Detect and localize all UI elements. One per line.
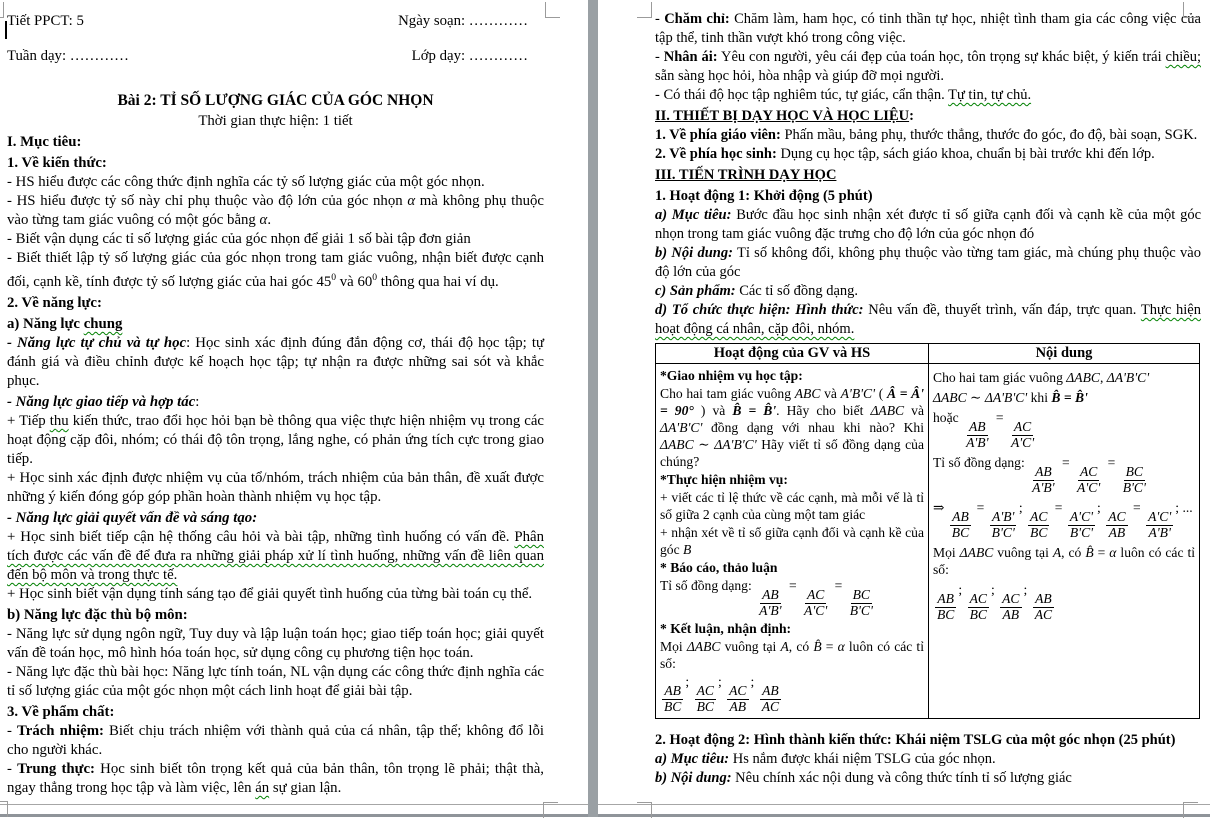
text-run: ΔABC <box>959 544 994 560</box>
margin-mark <box>0 801 8 817</box>
paragraph <box>933 409 1195 451</box>
text-run: - Năng lực sử dụng ngôn ngữ, Tuy duy và lập luận toán học; giao tiếp toán học; giải quyết vấn đề toán học, mô hình hóa toán học, sử dụng công cụ phương tiện học toán. <box>7 625 544 661</box>
paragraph <box>7 722 544 760</box>
text-run: = <box>831 578 846 593</box>
paragraph <box>660 673 924 715</box>
text-run: II. THIẾT BỊ DẠY HỌC VÀ HỌC LIỆU <box>655 108 910 124</box>
text-run: * Kết luận, nhận định: <box>660 620 792 636</box>
lesson-duration: Thời gian thực hiện: 1 tiết <box>198 113 353 129</box>
text-run: A <box>780 638 789 654</box>
text-run: b) Nội dung: <box>655 769 732 786</box>
paragraph <box>655 86 1201 105</box>
text-run: 2. Về năng lực: <box>7 294 102 311</box>
paragraph <box>655 750 1201 769</box>
text-run: ; <box>958 581 966 597</box>
text-run: ) và <box>693 403 733 418</box>
text-run: ; <box>1018 499 1027 515</box>
text-run: - Năng lực tự chủ và tự học <box>7 334 187 351</box>
text-run: 0 <box>331 272 337 283</box>
text-run: + Học sinh biết vận dụng tính sáng tạo để giải quyết tình huống của từng bài toán cụ thể. <box>7 585 533 602</box>
text-run: án <box>255 779 270 796</box>
text-run: chiều; <box>1165 49 1201 65</box>
fraction: $\frac{AC}{A'C'}$ <box>804 587 828 618</box>
text-run: Trung thực: <box>17 760 95 777</box>
paragraph <box>7 334 544 391</box>
fraction: $\frac{AC}{AB}$ <box>1002 590 1020 622</box>
text-run: và <box>904 403 924 418</box>
fraction: $\frac{AC}{BC}$ <box>969 590 987 622</box>
text-run: d) Tổ chức thực hiện: Hình thức: <box>655 302 864 318</box>
text-run: - Biết vận dụng các tỉ số lượng giác của góc nhọn để giải 1 số bài tập đơn giản <box>7 231 471 247</box>
text-run: + nhận xét về tỉ số giữa cạnh đối và cạnh kề của góc <box>660 525 924 557</box>
text-run: a) Mục tiêu: <box>655 750 730 767</box>
fraction: $\frac{A'B'}{B'C'}$ <box>991 508 1015 540</box>
page2-content <box>655 10 1201 788</box>
table-body-row <box>656 364 1200 719</box>
text-run: I. Mục tiêu: <box>7 134 82 150</box>
text-run: , có <box>788 638 814 654</box>
text-run: B̂ = B̂' <box>1051 390 1088 405</box>
text-run: = <box>1093 544 1110 560</box>
text-run: . Hãy cho biết <box>776 403 871 418</box>
paragraph <box>660 620 924 637</box>
cell-gv-hs-content <box>660 367 924 715</box>
text-run: . <box>267 212 272 228</box>
paragraph <box>7 173 544 192</box>
text-run: ABC <box>794 386 821 401</box>
text-run: 2. Về phía học sinh: <box>655 146 777 162</box>
fraction: $\frac{AC}{BC}$ <box>696 682 714 714</box>
text-run: khi <box>1027 390 1052 405</box>
text-run: hoặc <box>933 410 963 425</box>
text-run: Hs nắm được khái niệm TSLG của góc nhọn. <box>729 750 996 767</box>
heading-paragraph <box>7 315 544 334</box>
text-run: Cho hai tam giác vuông <box>933 370 1067 385</box>
text-run: a) Mục tiêu: <box>655 207 732 223</box>
lesson-activity-table <box>655 343 1200 719</box>
fraction: $\frac{BC}{B'C'}$ <box>849 587 873 618</box>
text-run: và 60 <box>336 273 373 290</box>
fraction: $\frac{AB}{A'B'}$ <box>1032 463 1055 495</box>
paragraph <box>933 389 1195 406</box>
text-run: b) Nội dung: <box>655 245 733 261</box>
text-run: chung <box>83 315 123 332</box>
text-run: Phân tích được các vấn đề để đưa ra những giải pháp xử lí tình huống, những vấn đề liên quan đến bộ môn và trong thực tế. <box>7 528 544 583</box>
page2-body-bottom <box>655 731 1201 788</box>
text-run: - Năng lực giải quyết vấn đề và sáng tạo: <box>7 509 258 526</box>
text-run: = <box>1104 454 1119 470</box>
text-run: α <box>259 212 268 228</box>
paragraph <box>655 10 1201 48</box>
text-run: - HS hiểu được tỷ số này chỉ phụ thuộc vào độ lớn của góc nhọn <box>7 193 408 209</box>
page2-body-top <box>655 10 1201 339</box>
paragraph <box>7 528 544 585</box>
heading-paragraph <box>7 703 544 722</box>
text-run: , <box>1099 370 1107 385</box>
text-run: III. TIẾN TRÌNH DẠY HỌC <box>655 167 837 183</box>
page1-content <box>7 12 544 798</box>
paragraph <box>660 524 924 558</box>
text-run: Tỉ số đồng dạng: <box>660 578 756 593</box>
text-run: Nêu chính xác nội dung và công thức tính tỉ số lượng giác <box>731 769 1072 786</box>
paragraph <box>7 585 544 604</box>
paragraph <box>933 369 1195 386</box>
text-run: - Năng lực đặc thù bài học: Năng lực tính toán, NL vận dụng các công thức định nghĩa các tỉ số lượng giác của một góc nhọn một cách linh hoạt để giải bài tập. <box>7 663 544 699</box>
text-run: Â = Â' = 90° <box>660 386 924 418</box>
heading-paragraph <box>655 107 1201 126</box>
header-row-1 <box>7 12 544 31</box>
text-run: ; <box>685 673 693 689</box>
ngay-soan-label: Ngày soạn: ………… <box>398 13 528 29</box>
text-run: Mọi <box>933 544 960 560</box>
tuan-day-label: Tuần dạy: ………… <box>7 48 129 64</box>
text-run: ; ... <box>1175 499 1193 515</box>
text-run: B̂ = B̂' <box>732 403 777 418</box>
text-run: Biết chịu trách nhiệm với thành quả của cá nhân, tập thể; không đổ lỗi cho người khác. <box>7 722 545 758</box>
heading-paragraph <box>7 509 544 528</box>
text-run: : Học sinh xác định đúng đắn động cơ, thái độ học tập; tự đánh giá và điều chỉnh được kế hoạch học tập; tự nhận ra được những sai sót và khắc phục. <box>7 334 545 389</box>
heading-paragraph <box>7 154 544 173</box>
text-run: ΔABC <box>870 403 905 418</box>
fraction: $\frac{AB}{BC}$ <box>937 590 955 622</box>
text-run: * Báo cáo, thảo luận <box>660 560 778 575</box>
page-1 <box>0 0 588 805</box>
text-run: Học sinh biết tôn trọng kết quả của bản thân, tôn trọng lẽ phải; thật thà, ngay thẳng trong học tập và làm việc, lên <box>7 760 544 796</box>
paragraph <box>655 126 1201 145</box>
text-run: thông qua hai ví dụ. <box>377 273 499 290</box>
fraction: $\frac{A'C'}{B'C'}$ <box>1069 508 1094 540</box>
paragraph <box>933 499 1195 541</box>
lesson-title: Bài 2: TỈ SỐ LƯỢNG GIÁC CỦA GÓC NHỌN <box>117 92 434 109</box>
table-header-row <box>656 344 1200 364</box>
text-run: + Học sinh biết tiếp cận hệ thống câu hỏi và bài tập, những tình huống có vấn đề. <box>7 528 515 545</box>
text-run: mà không phụ thuộc vào từng tam giác vuông có một góc bằng <box>7 193 545 228</box>
margin-mark <box>1183 2 1198 18</box>
margin-mark <box>1183 802 1198 818</box>
text-run: ; <box>990 581 999 597</box>
text-run: đồng dạng với nhau khi nào? Khi <box>702 420 924 435</box>
heading-paragraph <box>655 187 1201 206</box>
paragraph <box>655 48 1201 86</box>
fraction: $\frac{AC}{A'C'}$ <box>1077 463 1101 495</box>
paragraph <box>660 367 924 384</box>
text-run: + viết các tỉ lệ thức về các cạnh, mà mỗi vế là tỉ số giữa 2 cạnh của cùng một tam giác <box>660 490 924 522</box>
text-run: 1. Hoạt động 1: Khởi động (5 phút) <box>655 188 873 204</box>
text-run: 1. Về phía giáo viên: <box>655 127 781 143</box>
heading-paragraph <box>655 166 1201 185</box>
text-run: , có <box>1061 544 1086 560</box>
text-run: α <box>837 638 845 654</box>
margin-mark <box>637 2 652 18</box>
page-divider <box>588 0 598 817</box>
text-run: = <box>821 638 838 654</box>
text-run: = <box>1058 454 1074 470</box>
text-run: = <box>785 578 801 593</box>
text-run: Mọi <box>660 638 687 654</box>
text-run: Tỉ số không đổi, không phụ thuộc vào từng tam giác, mà chúng phụ thuộc vào độ lớn của góc <box>655 245 1201 280</box>
text-run: *Thực hiện nhiệm vụ: <box>660 472 788 487</box>
text-run: : <box>195 393 200 410</box>
paragraph <box>655 282 1201 301</box>
paragraph <box>660 489 924 523</box>
heading-paragraph <box>7 133 544 152</box>
text-run: B̂ <box>813 638 822 654</box>
col-header-gv-hs: Hoạt động của GV và HS <box>656 344 929 364</box>
paragraph <box>660 577 924 619</box>
text-run: Dụng cụ học tập, sách giáo khoa, chuẩn bị bài trước khi đến lớp. <box>776 146 1155 162</box>
text-run: Tự tin, tự chủ. <box>948 87 1032 103</box>
fraction: $\frac{AC}{AB}$ <box>729 682 747 714</box>
text-run: ΔABC <box>1066 370 1100 385</box>
text-run: a) Năng lực <box>7 315 84 332</box>
text-run: B̂ <box>1085 544 1094 560</box>
paragraph <box>7 760 544 798</box>
lop-day-label: Lớp dạy: ………… <box>411 48 528 64</box>
text-run: luôn có các tỉ số: <box>933 544 1196 577</box>
paragraph <box>7 625 544 663</box>
text-run: kiến thức, trao đổi học hỏi bạn bè thông qua việc thực hiện nhiệm vụ trong các hoạt động cặp đôi, nhóm; có thái độ tôn trọng, lắng nghe, có phản ứng tích cực trong giao tiếp. <box>7 412 544 467</box>
text-run: 0 <box>372 272 378 283</box>
paragraph <box>660 559 924 576</box>
text-run: 3. Về phẩm chất: <box>7 703 115 720</box>
text-run: ; <box>750 673 758 689</box>
text-run: ; <box>1097 499 1105 515</box>
text-run: + Tiếp <box>7 412 50 429</box>
page1-body <box>7 133 544 798</box>
heading-paragraph <box>7 606 544 625</box>
text-run: ; <box>1023 581 1031 597</box>
fraction: $\frac{AB}{BC}$ <box>951 508 970 540</box>
text-run: = <box>1051 499 1066 515</box>
paragraph <box>655 301 1201 339</box>
text-run: ⇒ <box>933 499 948 515</box>
text-run: Nêu vấn đề, thuyết trình, vấn đáp, trực quan. <box>863 302 1141 318</box>
text-run: sẵn sàng học hỏi, hòa nhập và giúp đỡ mọi người. <box>655 68 944 84</box>
fraction: $\frac{AC}{A'C'}$ <box>1010 419 1035 450</box>
text-run: Trách nhiệm: <box>17 722 104 739</box>
text-run: - <box>655 49 664 65</box>
text-run: Bước đầu học sinh nhận xét được tỉ số giữa cạnh đối và cạnh kề của một góc nhọn trong tam giác vuông đặc trưng cho độ lớn của góc nhọn đó <box>655 207 1201 242</box>
text-run: c) Sản phẩm: <box>655 283 736 299</box>
text-run: Chăm chỉ: <box>664 11 730 27</box>
fraction: $\frac{AB}{AC}$ <box>1034 590 1053 622</box>
tiet-ppct-label: Tiết PPCT: 5 <box>7 13 84 29</box>
paragraph <box>7 469 544 507</box>
cell-gv-hs <box>656 364 929 719</box>
paragraph <box>655 145 1201 164</box>
text-run: Nhân ái: <box>663 49 718 65</box>
paragraph <box>7 412 544 469</box>
text-run: - <box>655 11 665 27</box>
margin-mark <box>545 2 560 18</box>
text-run: Cho hai tam giác vuông <box>660 386 795 401</box>
paragraph <box>933 454 1195 496</box>
text-run: A <box>1052 544 1062 560</box>
heading-paragraph <box>7 294 544 313</box>
text-run: : <box>909 108 914 124</box>
paragraph <box>933 581 1195 623</box>
text-run: - <box>7 760 18 777</box>
fraction: $\frac{A'C'}{A'B'}$ <box>1148 508 1172 540</box>
paragraph <box>660 638 924 672</box>
text-run: - HS hiểu được các công thức định nghĩa các tỷ số lượng giác của một góc nhọn. <box>7 174 485 190</box>
text-run: B <box>683 542 692 557</box>
text-run: 1. Về kiến thức: <box>7 155 107 171</box>
text-run: vuông tại <box>720 638 781 654</box>
text-run: Thực hiện hoạt động cá nhân, cặp đôi, nhóm. <box>655 302 1201 337</box>
paragraph <box>655 244 1201 282</box>
text-run: A'B'C' <box>840 386 876 401</box>
text-run: vuông tại <box>993 544 1053 560</box>
text-run: = <box>973 499 988 515</box>
header-row-2 <box>7 47 544 66</box>
page-2 <box>598 0 1210 805</box>
paragraph <box>933 544 1195 578</box>
text-run: α <box>407 193 416 209</box>
fraction: $\frac{AB}{A'B'}$ <box>966 419 989 450</box>
text-run: sự gian lận. <box>269 779 342 796</box>
fraction: $\frac{AB}{A'B'}$ <box>759 587 782 618</box>
text-run: ΔA'B'C' <box>1106 370 1150 385</box>
text-run: và <box>820 386 841 401</box>
paragraph <box>660 385 924 470</box>
text-run: + Học sinh xác định được nhiệm vụ của tổ/nhóm, trách nhiệm của bản thân, đề xuất được những ý kiến đóng góp góp phần hoàn thành nhiệm vụ học tập. <box>7 469 544 505</box>
margin-mark <box>637 802 652 818</box>
paragraph <box>7 249 544 292</box>
text-run: ; <box>717 673 726 689</box>
fraction: $\frac{AC}{AB}$ <box>1108 508 1126 540</box>
text-run: Chăm làm, ham học, có tinh thần tự học, nhiệt tình tham gia các công việc của tập thể, tinh thần vượt khó trong công việc. <box>655 11 1201 46</box>
text-run: - <box>7 722 17 739</box>
text-run: Phấn mầu, bảng phụ, thước thẳng, thước đo góc, đo độ, bài soạn, SGK. <box>780 127 1198 143</box>
text-run: Hãy viết tỉ số đồng dạng của chúng? <box>660 437 924 469</box>
text-run: = <box>992 410 1007 425</box>
cell-noi-dung-content <box>933 369 1195 623</box>
paragraph <box>7 192 544 230</box>
margin-mark <box>543 802 558 818</box>
text-run: Tỉ số đồng dạng: <box>933 454 1029 470</box>
text-cursor <box>5 21 7 39</box>
horizontal-scrollbar[interactable] <box>0 804 1210 817</box>
paragraph <box>660 471 924 488</box>
heading-paragraph <box>655 731 1201 750</box>
heading-paragraph <box>7 393 544 412</box>
text-run: b) Năng lực đặc thù bộ môn: <box>7 606 188 623</box>
col-header-noi-dung: Nội dung <box>929 344 1200 364</box>
fraction: $\frac{AC}{BC}$ <box>1030 508 1048 540</box>
text-run: ΔABC ∼ ΔA'B'C' <box>933 390 1028 405</box>
text-run: luôn có các tỉ số: <box>660 638 924 671</box>
fraction: $\frac{BC}{B'C'}$ <box>1122 463 1146 495</box>
fraction: $\frac{AB}{AC}$ <box>761 682 780 714</box>
cell-noi-dung <box>929 364 1200 719</box>
text-run: ΔABC ∼ ΔA'B'C' <box>660 437 757 452</box>
text-run: ΔA'B'C' <box>660 420 703 435</box>
text-run: 2. Hoạt động 2: Hình thành kiến thức: Khái niệm TSLG của một góc nhọn (25 phút) <box>655 731 1176 748</box>
paragraph <box>655 769 1201 788</box>
text-run: - Năng lực giao tiếp và hợp tác <box>7 393 196 410</box>
fraction: $\frac{AB}{BC}$ <box>664 682 682 714</box>
paragraph <box>655 206 1201 244</box>
text-run: - Biết thiết lập tỷ số lượng giác của góc nhọn trong tam giác vuông, nhận biết được cạnh đối, cạnh kề, tính được tỷ số lượng giác của hai góc 45 <box>7 250 544 290</box>
text-run: thu <box>49 412 69 429</box>
text-run: - Có thái độ học tập nghiêm túc, tự giác, cẩn thận. <box>655 87 949 103</box>
text-run: Các tỉ số đồng dạng. <box>735 283 859 299</box>
text-run: ( <box>875 386 887 401</box>
text-run: ΔABC <box>686 638 721 654</box>
text-run: α <box>1109 544 1117 560</box>
text-run: *Giao nhiệm vụ học tập: <box>660 368 803 383</box>
paragraph <box>7 230 544 249</box>
margin-mark <box>0 2 4 18</box>
paragraph <box>7 663 544 701</box>
text-run: Yêu con người, yêu cái đẹp của toán học, tôn trọng sự khác biệt, ý kiến trái <box>717 49 1166 65</box>
text-run: = <box>1129 499 1145 515</box>
